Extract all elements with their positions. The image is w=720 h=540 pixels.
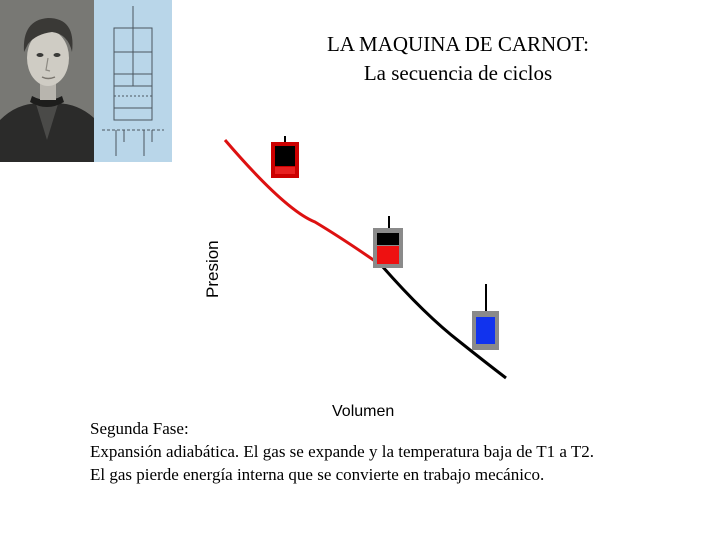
piston-cold-icon — [472, 284, 499, 350]
isotherm-curve — [225, 140, 385, 268]
caption-line-3: El gas pierde energía interna que se convierte en trabajo mecánico. — [90, 465, 545, 484]
pv-diagram — [195, 130, 525, 425]
caption-line-1: Segunda Fase: — [90, 419, 189, 438]
caption-line-2: Expansión adiabática. El gas se expande y la temperatura baja de T1 a T2. — [90, 442, 594, 461]
title-line-2: La secuencia de ciclos — [363, 61, 553, 85]
portrait-image — [0, 0, 94, 162]
engine-sketch-image — [94, 0, 172, 162]
title-line-1: LA MAQUINA DE CARNOT: — [326, 32, 590, 56]
piston-mid-icon — [373, 216, 403, 268]
y-axis-label: Presion — [203, 240, 222, 298]
caption-text — [90, 417, 710, 486]
piston-hot-icon — [271, 136, 299, 178]
slide-title — [240, 30, 676, 88]
x-axis-label: Volumen — [332, 403, 395, 420]
